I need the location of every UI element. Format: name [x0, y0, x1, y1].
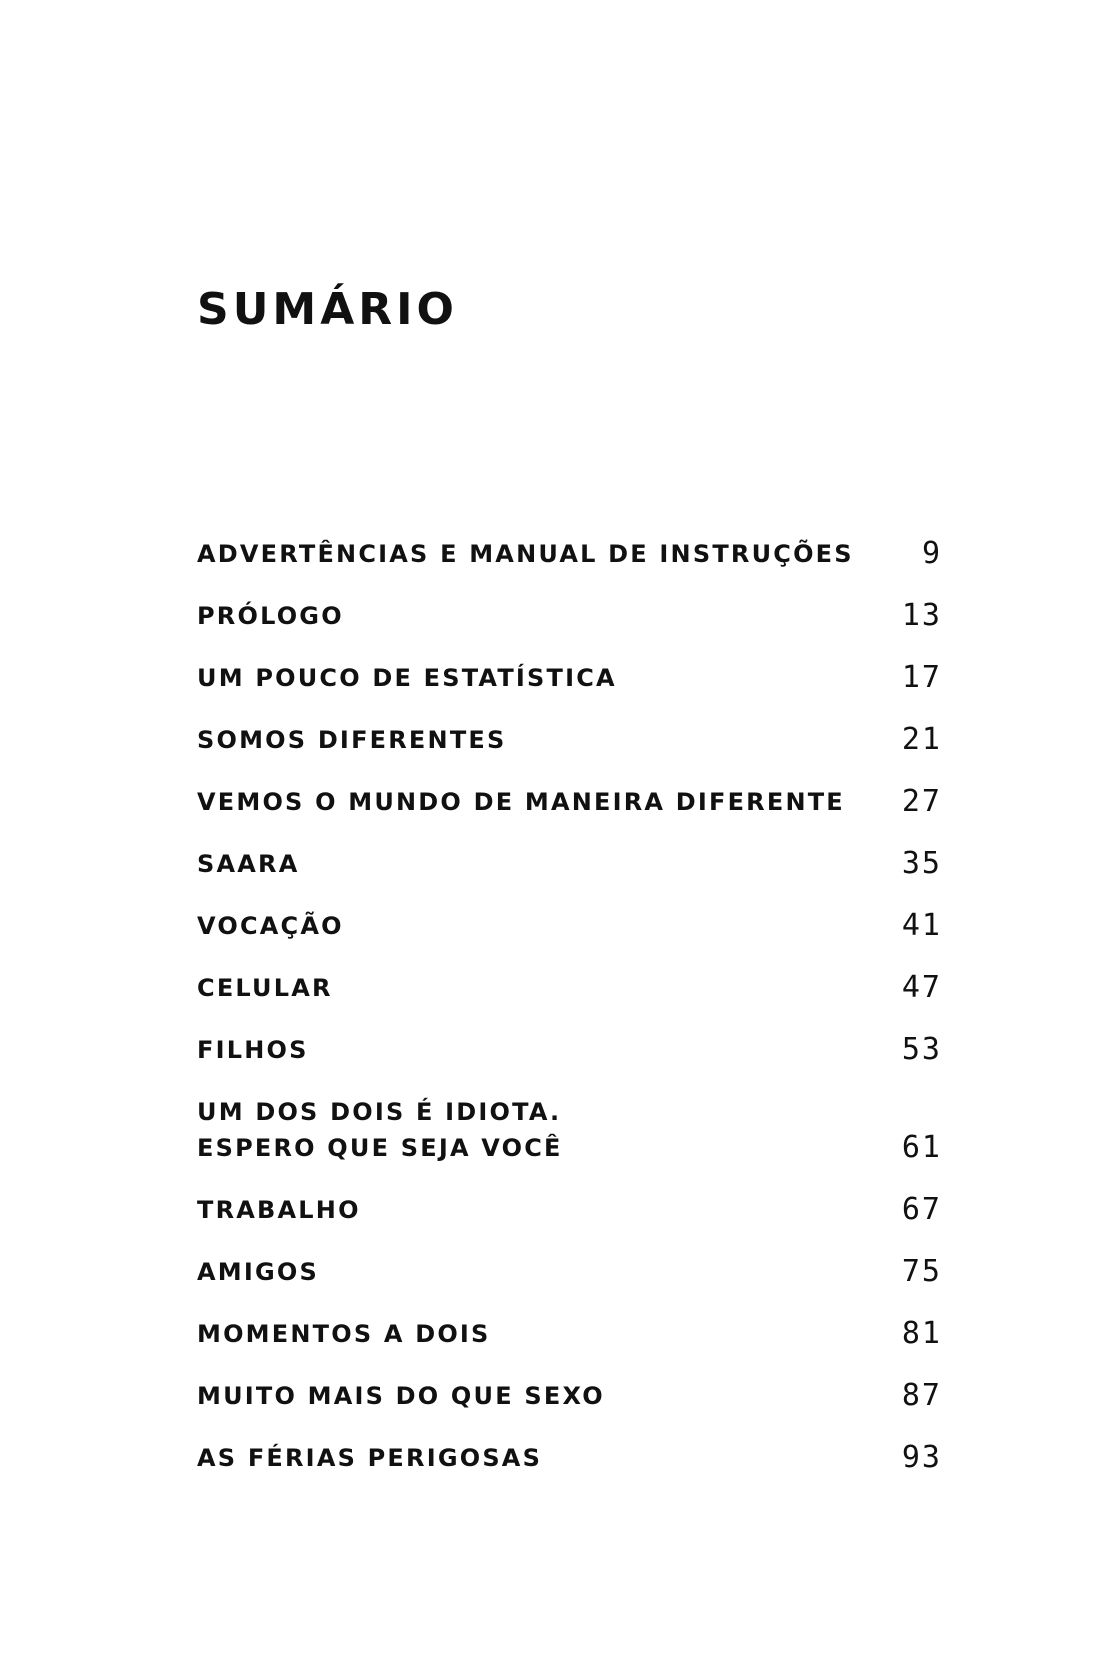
- toc-entry-title: [197, 846, 300, 882]
- toc-entry-title-line: ESPERO QUE SEJA VOCÊ: [197, 1134, 563, 1162]
- toc-entry-title-line: VEMOS O MUNDO DE MANEIRA DIFERENTE: [197, 788, 845, 816]
- toc-entry-page-number: 67: [901, 1192, 942, 1227]
- toc-entry: [197, 846, 942, 882]
- toc-entry-page-number: 21: [901, 722, 942, 757]
- toc-entry: [197, 536, 942, 572]
- toc-entry-page-number: 61: [901, 1130, 942, 1165]
- toc-entry-title: [197, 598, 344, 634]
- toc-entry: [197, 1094, 942, 1166]
- toc-entry-page-number: 93: [901, 1440, 942, 1475]
- toc-entry-title: [197, 1254, 319, 1290]
- toc-entry-title: [197, 722, 506, 758]
- toc-entry-title-line: AS FÉRIAS PERIGOSAS: [197, 1444, 543, 1472]
- toc-entry-title: [197, 660, 617, 696]
- toc-entry-page-number: 13: [901, 598, 942, 633]
- toc-entry: [197, 970, 942, 1006]
- toc-entry: [197, 1440, 942, 1476]
- toc-entry: [197, 1378, 942, 1414]
- toc-entry-title: [197, 1316, 491, 1352]
- toc-entry: [197, 722, 942, 758]
- toc-entry-title: [197, 784, 845, 820]
- toc-entry-page-number: 9: [921, 536, 942, 571]
- toc-entry: [197, 1316, 942, 1352]
- toc-entry-title-line: MUITO MAIS DO QUE SEXO: [197, 1382, 605, 1410]
- toc-entry-title-line: SAARA: [197, 850, 300, 878]
- toc-entry-page-number: 53: [901, 1032, 942, 1067]
- toc-entry-page-number: 81: [901, 1316, 942, 1351]
- toc-entry-title: [197, 1378, 605, 1414]
- toc-entry-title: [197, 1192, 361, 1228]
- toc-entry-title-line: AMIGOS: [197, 1258, 319, 1286]
- toc-entry-title-line: UM POUCO DE ESTATÍSTICA: [197, 664, 617, 692]
- toc-entry-title: [197, 970, 333, 1006]
- toc-entry-page-number: 87: [901, 1378, 942, 1413]
- toc-entry-title-line: FILHOS: [197, 1036, 309, 1064]
- page-title: SUMÁRIO: [197, 284, 458, 335]
- toc-entry-page-number: 75: [901, 1254, 942, 1289]
- toc-entry-page-number: 35: [901, 846, 942, 881]
- toc-entry-title-line: CELULAR: [197, 974, 333, 1002]
- toc-entry-title-line: UM DOS DOIS É IDIOTA.: [197, 1098, 562, 1126]
- toc-entry-title: [197, 1032, 309, 1068]
- toc-entry-title-line: SOMOS DIFERENTES: [197, 726, 507, 754]
- toc-entry-title-line: TRABALHO: [197, 1196, 361, 1224]
- toc-entry-page-number: 47: [901, 970, 942, 1005]
- toc-entry-page-number: 27: [901, 784, 942, 819]
- toc-entry-title-line: PRÓLOGO: [197, 602, 344, 630]
- table-of-contents: [197, 536, 942, 1502]
- toc-entry-title: [197, 908, 344, 944]
- toc-entry: [197, 1192, 942, 1228]
- toc-entry: [197, 1032, 942, 1068]
- toc-entry: [197, 598, 942, 634]
- toc-entry-page-number: 17: [901, 660, 942, 695]
- toc-entry-title-line: MOMENTOS A DOIS: [197, 1320, 491, 1348]
- toc-entry: [197, 784, 942, 820]
- toc-entry: [197, 660, 942, 696]
- toc-entry: [197, 1254, 942, 1290]
- toc-entry-title-line: VOCAÇÃO: [197, 912, 344, 940]
- toc-entry: [197, 908, 942, 944]
- toc-entry-page-number: 41: [901, 908, 942, 943]
- toc-entry-title-line: ADVERTÊNCIAS E MANUAL DE INSTRUÇÕES: [197, 540, 854, 568]
- toc-entry-title: [197, 1440, 542, 1476]
- toc-entry-title: [197, 536, 854, 572]
- toc-entry-title: [197, 1094, 563, 1166]
